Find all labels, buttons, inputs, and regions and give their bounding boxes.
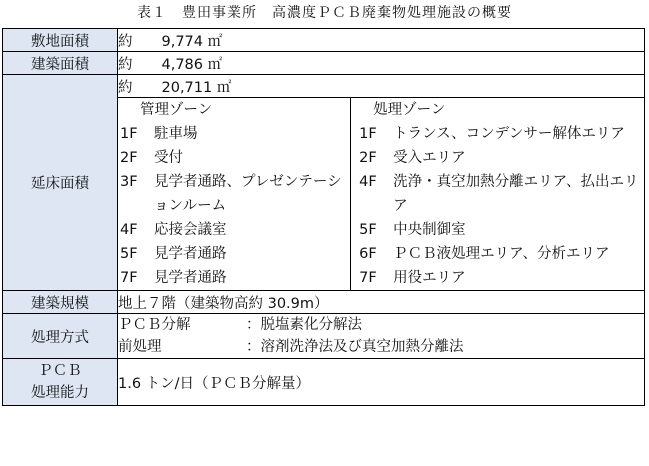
scale-value: 地上７階（建築物高約 30.9m） — [118, 291, 645, 314]
list-item — [118, 266, 350, 290]
list-item — [118, 242, 350, 266]
capacity-label-line2: 処理能力 — [31, 385, 89, 401]
method-text: ：脱塩素化分解法 — [246, 317, 362, 333]
floor-label: 1F — [120, 126, 138, 142]
list-item — [118, 122, 350, 146]
list-item — [351, 122, 644, 146]
admin-zone-heading: 管理ゾーン — [140, 102, 213, 118]
floor-use: 応接会議室 — [154, 222, 227, 238]
floor-label: 4F — [359, 174, 377, 190]
list-item — [351, 266, 644, 290]
method-label: 処理方式 — [3, 314, 118, 359]
floor-label: 2F — [120, 150, 138, 166]
table-caption: 表１ 豊田事業所 高濃度ＰＣＢ廃棄物処理施設の概要 — [137, 5, 512, 21]
table-row — [3, 359, 645, 406]
floor-use: トランス、コンデンサー解体エリア — [393, 126, 625, 142]
floor-use: ＰＣＢ液処理エリア、分析エリア — [393, 246, 610, 262]
list-item — [351, 242, 644, 266]
floor-label: 6F — [359, 246, 377, 262]
floor-use: 駐車場 — [154, 126, 198, 142]
floor-use: 用役エリア — [393, 270, 466, 286]
process-zone — [351, 98, 644, 290]
floor-use: 洗浄・真空加熱分離エリア、払出エリア — [393, 174, 639, 214]
admin-zone — [118, 98, 351, 290]
floor-use: 中央制御室 — [393, 222, 466, 238]
method-text: ：溶剤洗浄法及び真空加熱分離法 — [246, 339, 464, 355]
capacity-label — [3, 359, 118, 406]
table-row — [3, 75, 645, 98]
floor-use: 受入エリア — [393, 150, 466, 166]
floor-label: 4F — [120, 222, 138, 238]
capacity-label-line1: ＰＣＢ — [38, 363, 82, 379]
floor-use: 見学者通路 — [154, 270, 227, 286]
building-area-label: 建築面積 — [3, 52, 118, 75]
table-row — [3, 314, 645, 359]
scale-label: 建築規模 — [3, 291, 118, 314]
list-item — [351, 170, 644, 218]
method-line — [118, 336, 644, 358]
table-row — [3, 52, 645, 75]
method-line — [118, 314, 644, 336]
site-area-label: 敷地面積 — [3, 29, 118, 52]
method-key: 前処理 — [118, 339, 162, 355]
floor-label: 5F — [359, 222, 377, 238]
floor-label: 2F — [359, 150, 377, 166]
facility-overview-table — [2, 28, 645, 406]
list-item — [118, 218, 350, 242]
floor-area-value: 約 20,711 ㎡ — [118, 75, 645, 98]
building-area-value: 約 4,786 ㎡ — [118, 52, 645, 75]
floor-label: 1F — [359, 126, 377, 142]
capacity-value: 1.6 トン/日（ＰＣＢ分解量） — [118, 359, 645, 406]
floor-label: 3F — [120, 174, 138, 190]
method-value — [118, 314, 645, 359]
list-item — [351, 218, 644, 242]
table-row — [3, 29, 645, 52]
list-item — [118, 146, 350, 170]
floor-label: 5F — [120, 246, 138, 262]
floor-use: 受付 — [154, 150, 183, 166]
list-item — [118, 170, 350, 218]
list-item — [351, 146, 644, 170]
floor-area-label: 延床面積 — [3, 75, 118, 291]
site-area-value: 約 9,774 ㎡ — [118, 29, 645, 52]
floor-label: 7F — [359, 270, 377, 286]
zone-columns — [118, 98, 644, 290]
process-zone-heading: 処理ゾーン — [373, 102, 446, 118]
floor-use: 見学者通路、プレゼンテーションルーム — [154, 174, 342, 214]
floor-use: 見学者通路 — [154, 246, 227, 262]
method-key: ＰＣＢ分解 — [118, 317, 191, 333]
floor-label: 7F — [120, 270, 138, 286]
zone-cell — [118, 98, 645, 291]
table-row — [3, 291, 645, 314]
